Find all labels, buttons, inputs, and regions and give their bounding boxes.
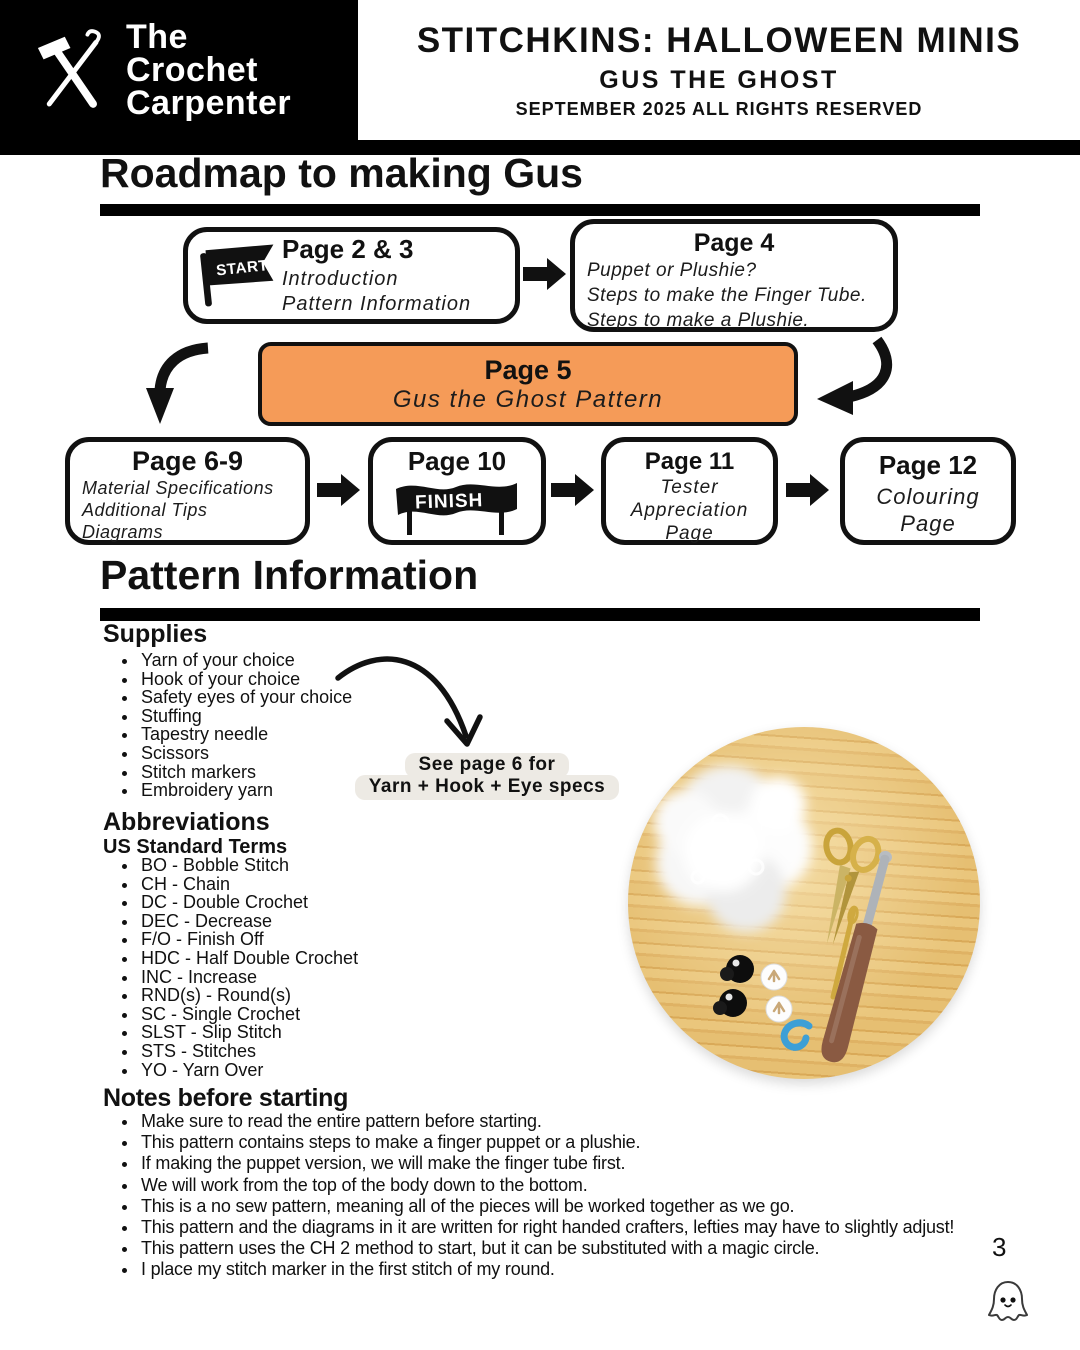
note-item: • If making the puppet version, we will make the finger tube first.: [139, 1153, 971, 1174]
finish-banner-icon: [391, 477, 523, 537]
supplies-photo: [628, 727, 980, 1079]
box-title: Page 4: [693, 229, 775, 257]
note-item: • This pattern uses the CH 2 method to start, but it can be substituted with a magic circle.: [139, 1238, 971, 1259]
box-line: Colouring: [876, 484, 980, 509]
safety-eye-icon: [720, 955, 754, 983]
box-line: Pattern Information: [282, 293, 472, 315]
box-title: Page 11: [644, 448, 735, 475]
notes-heading: Notes before starting: [103, 1084, 349, 1112]
notes-list: [103, 1111, 971, 1281]
box-title: Page 12: [878, 450, 978, 480]
pattern-info-heading: Pattern Information: [100, 552, 479, 598]
brand-name: [126, 17, 292, 122]
note-item: • Make sure to read the entire pattern before starting.: [139, 1111, 971, 1132]
crochet-hook-icon: [818, 848, 900, 1065]
roadmap-heading-rule: [100, 204, 980, 216]
safety-eye-icon: [713, 989, 747, 1017]
eye-washer-icon: [766, 996, 792, 1022]
abbreviations-subheading: US Standard Terms: [103, 836, 288, 858]
abbreviation-item: • CH - Chain: [139, 875, 563, 894]
curved-arrow-down-left-icon: [805, 336, 893, 418]
curved-arrow-down-icon: [138, 340, 214, 426]
arrow-right-icon: [317, 472, 361, 508]
box-line: Diagrams: [82, 522, 164, 542]
note-item: • This pattern and the diagrams in it are written for right handed crafters, lefties may have to slightly adjust!: [139, 1217, 971, 1238]
roadmap-box-page-4: [570, 219, 898, 332]
supply-item: • Safety eyes of your choice: [139, 688, 463, 707]
supply-item: • Stitch markers: [139, 763, 463, 782]
box-line: Page: [900, 511, 956, 536]
brand-line-2: Crochet: [126, 50, 258, 89]
note-item: • This is a no sew pattern, meaning all of the pieces will be worked together as we go.: [139, 1196, 971, 1217]
document-header: [358, 0, 1080, 140]
arrow-right-icon: [786, 472, 830, 508]
box-line: Tester: [660, 477, 719, 498]
box-line: Appreciation: [630, 500, 749, 521]
supply-item: • Stuffing: [139, 707, 463, 726]
arrow-right-icon: [523, 256, 567, 292]
box-title: Page 2 & 3: [282, 234, 414, 264]
box-title: Page 5: [484, 354, 572, 385]
stuffing: [654, 765, 812, 932]
box-line: Steps to make the Finger Tube.: [587, 285, 867, 306]
brand-line-3: Carpenter: [126, 83, 292, 122]
box-line: Additional Tips: [82, 500, 208, 520]
abbreviation-item: • STS - Stitches: [139, 1042, 563, 1061]
roadmap-box-page-11: [601, 437, 778, 545]
box-line: Material Specifications: [82, 478, 274, 498]
eye-washer-icon: [761, 964, 787, 990]
roadmap-heading: Roadmap to making Gus: [100, 150, 583, 196]
see-specs-line-2: Yarn + Hook + Eye specs: [355, 775, 619, 800]
copyright-line: SEPTEMBER 2025 ALL RIGHTS RESERVED: [515, 98, 923, 119]
supplies-heading: Supplies: [103, 620, 208, 648]
abbreviation-item: • YO - Yarn Over: [139, 1061, 563, 1080]
brand-line-1: The: [126, 17, 188, 56]
roadmap-box-page-2-3: [183, 227, 520, 324]
box-line: Steps to make a Plushie.: [587, 310, 810, 331]
supply-item: • Yarn of your choice: [139, 651, 463, 670]
svg-text:START: START: [215, 256, 270, 279]
brand-logo: [0, 0, 358, 140]
box-line: Puppet or Plushie?: [587, 260, 757, 281]
box-title: Page 10: [407, 446, 507, 476]
abbreviation-item: • BO - Bobble Stitch: [139, 856, 563, 875]
abbreviation-item: • F/O - Finish Off: [139, 930, 563, 949]
box-line: Introduction: [282, 268, 399, 290]
note-item: • This pattern contains steps to make a finger puppet or a plushie.: [139, 1132, 971, 1153]
roadmap-box-page-6-9: [65, 437, 310, 545]
pattern-info-heading-rule: [100, 608, 980, 621]
supply-item: • Tapestry needle: [139, 725, 463, 744]
abbreviation-item: • DC - Double Crochet: [139, 893, 563, 912]
supply-item: • Embroidery yarn: [139, 781, 463, 800]
abbreviation-item: • DEC - Decrease: [139, 912, 563, 931]
roadmap-box-page-12: [840, 437, 1016, 545]
abbreviations-heading: Abbreviations: [103, 808, 270, 836]
stitch-marker-icon: [784, 1023, 809, 1047]
document-title: STITCHKINS: HALLOWEEN MINIS: [416, 20, 1022, 60]
box-line: Gus the Ghost Pattern: [392, 385, 664, 413]
abbreviation-item: • INC - Increase: [139, 968, 563, 987]
note-item: • I place my stitch marker in the first stitch of my round.: [139, 1259, 971, 1280]
abbreviation-item: • RND(s) - Round(s): [139, 986, 563, 1005]
supply-item: • Scissors: [139, 744, 463, 763]
see-specs-line-1: See page 6 for: [405, 753, 570, 778]
box-title: Page 6-9: [131, 446, 244, 476]
roadmap-box-page-10: [368, 437, 546, 545]
ghost-icon: [986, 1278, 1030, 1328]
abbreviation-item: • SC - Single Crochet: [139, 1005, 563, 1024]
curved-pointer-arrow-icon: [330, 644, 500, 759]
note-item: • We will work from the top of the body down to the bottom.: [139, 1175, 971, 1196]
arrow-right-icon: [551, 472, 595, 508]
abbreviation-item: • SLST - Slip Stitch: [139, 1023, 563, 1042]
start-flag-icon: [196, 241, 282, 311]
document-subtitle: GUS THE GHOST: [599, 65, 839, 94]
see-specs-callout: [350, 753, 624, 800]
abbreviations-list: [103, 856, 563, 1079]
roadmap-box-page-5-highlight: [258, 342, 798, 426]
hammer-and-crochet-hook-icon: [28, 18, 120, 122]
supply-item: • Hook of your choice: [139, 670, 463, 689]
abbreviation-item: • HDC - Half Double Crochet: [139, 949, 563, 968]
page-number: 3: [992, 1232, 1007, 1262]
svg-text:FINISH: FINISH: [414, 490, 484, 514]
box-line: Page: [665, 523, 714, 544]
